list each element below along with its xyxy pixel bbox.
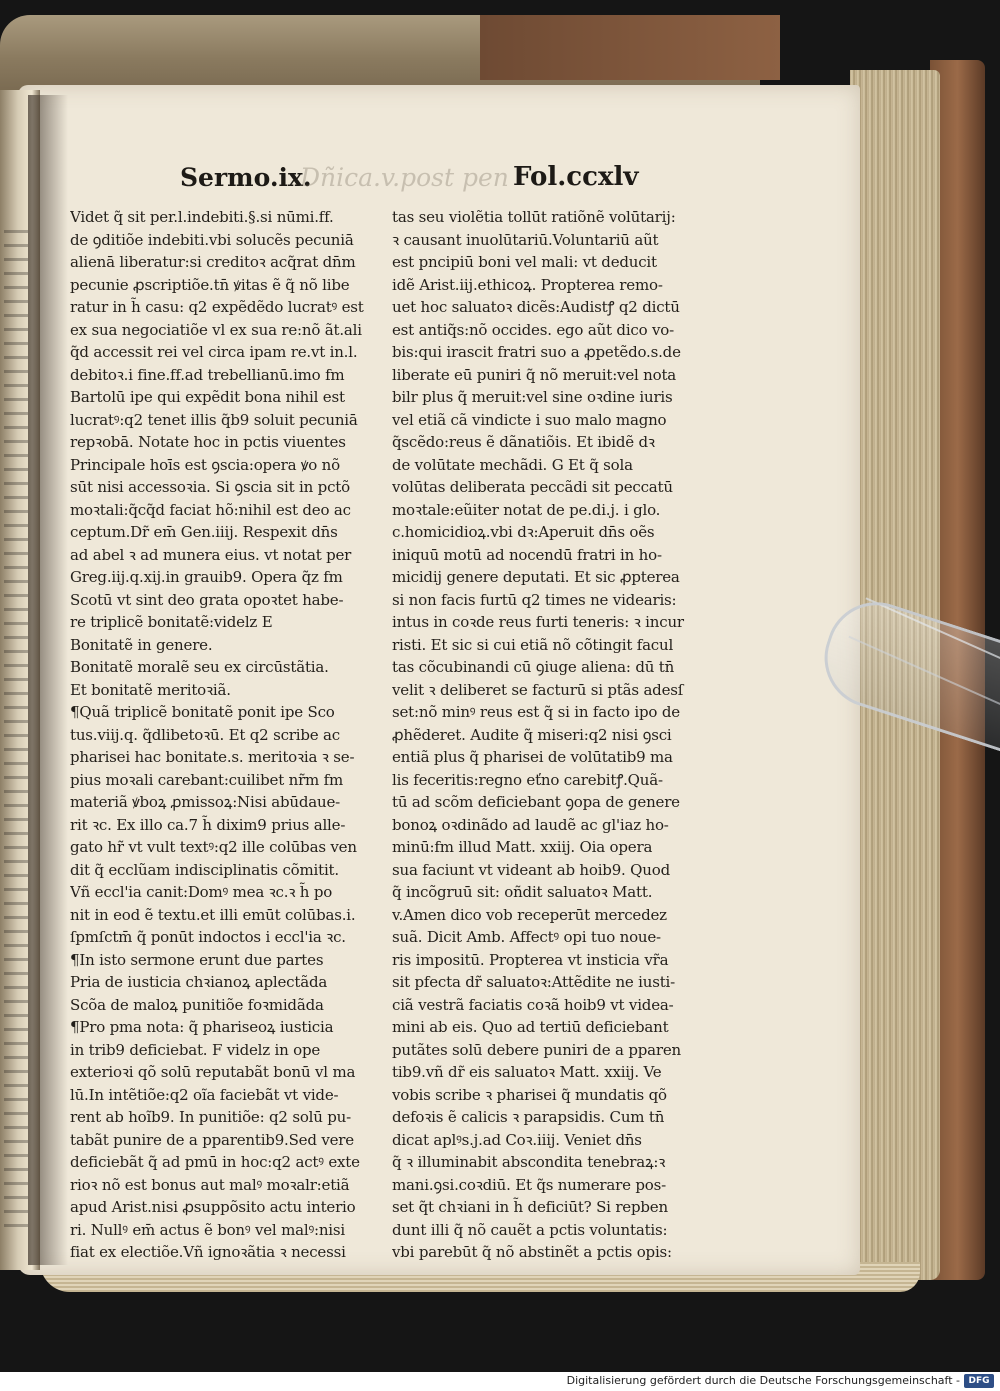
text-line: dunt illi q̃ nõ cauẽt a pctis voluntatis: xyxy=(392,1220,668,1239)
facing-page-text xyxy=(4,230,28,1230)
text-line: tib9.vñ dr̃ eis saluatoꝛ Matt. xxiij. Ve xyxy=(392,1063,662,1081)
text-line: exterioꝛi qõ solū reputabãt bonū vl ma xyxy=(70,1063,356,1081)
show-through-text: Dñica.v.post pen xyxy=(300,163,509,192)
text-line: uet hoc saluatoꝛ dicẽs:Audistꝭ q2 dictū xyxy=(392,298,680,316)
footer xyxy=(0,1372,1000,1391)
text-line: entiã plus q̃ pharisei de volūtatib9 ma xyxy=(392,748,673,766)
book-cover xyxy=(480,15,780,80)
text-line: alienā liberatur:si creditoꝛ acq̃rat dn̄m xyxy=(70,253,356,271)
text-line: tabãt punire de a pparentib9.Sed vere xyxy=(70,1130,354,1149)
text-line: micidij genere deputati. Et sic ꝓpterea xyxy=(392,568,680,586)
text-line: bilr plus q̃ meruit:vel sine oꝛdine iuris xyxy=(392,388,673,406)
text-line: ris impositū. Propterea vt insticia vr̃a xyxy=(392,950,669,969)
text-line: ciã vestrã faciatis coꝛã hoib9 vt videa- xyxy=(392,995,674,1014)
text-line: re triplicẽ bonitatẽ:videlz E xyxy=(70,613,273,631)
text-line: ad abel ꝛ ad munera eius. vt notat per xyxy=(70,545,352,564)
text-line: iniquū motū ad nocendū fratri in ho- xyxy=(392,545,662,564)
text-line: c.homicidioꝝ.vbi dꝛ:Aperuit dn̄s oẽs xyxy=(392,523,655,541)
text-line: rit ꝛc. Ex illo ca.7 h̃ dixim9 prius alle- xyxy=(70,815,346,834)
text-line: Greg.iij.q.xij.in grauib9. Opera q̃z fm xyxy=(70,568,343,586)
text-line: ri. Nullꝰ em̄ actus ẽ bonꝰ vel malꝰ:nisi xyxy=(70,1220,346,1239)
text-line: sit pfecta dr̃ saluatoꝛ:Attẽdite ne iusti- xyxy=(392,973,675,991)
text-line: Bonitatẽ in genere. xyxy=(70,635,213,654)
text-line: est pncipiū boni vel mali: vt deducit xyxy=(392,253,657,271)
text-line: bis:qui irascit fratri suo a ꝓpetẽdo.s.de xyxy=(392,343,681,361)
text-line: nit in eod ẽ textu.et illi emūt colūbas.i. xyxy=(70,905,356,924)
text-line: ꝛ causant inuolūtariū.Voluntariū aũt xyxy=(392,230,659,249)
text-line: Videt q̃ sit per.l.indebiti.§.si nūmi.ff. xyxy=(70,208,334,226)
text-line: lū.In intẽtiõe:q2 oĩa faciebãt vt vide- xyxy=(70,1085,339,1104)
text-line: materiã ꝟboꝝ ꝓmissoꝝ:Nisi abūdaue- xyxy=(70,793,340,811)
text-line: ¶Pro pma nota: q̃ phariseoꝝ iusticia xyxy=(70,1018,334,1036)
text-line: si non facis furtū q2 times ne videaris: xyxy=(392,590,677,609)
funding-credit: Digitalisierung gefördert durch die Deutsche Forschungsgemeinschaft - xyxy=(566,1374,960,1387)
text-line: set q̃t chꝛiani in h̃ deficiūt? Si repben xyxy=(392,1198,668,1216)
text-line: intus in coꝛde reus furti teneris: ꝛ incur xyxy=(392,613,684,631)
folio-number: Fol.ccxlv xyxy=(513,162,639,192)
text-line: tū ad scõm deficiebant ꝯopa de genere xyxy=(392,793,680,811)
text-line: bonoꝝ oꝛdinãdo ad laudẽ ac gl'iaz ho- xyxy=(392,815,669,834)
text-line: sūt nisi accessoꝛia. Si ꝯscia sit in pctõ xyxy=(70,478,350,496)
text-line: defoꝛis ẽ calicis ꝛ parapsidis. Cum tn̄ xyxy=(392,1108,665,1126)
text-line: q̃scẽdo:reus ẽ dãnatiõis. Et ibidẽ dꝛ xyxy=(392,433,655,451)
text-line: tus.viij.q. q̃dlibetoꝛū. Et q2 scribe ac xyxy=(70,725,340,744)
text-column-left xyxy=(70,206,390,1264)
text-column-right xyxy=(392,206,722,1264)
text-line: dit q̃ ecclũam indisciplinatis cõmitit. xyxy=(70,860,339,879)
text-line: ¶In isto sermone erunt due partes xyxy=(70,950,324,969)
text-line: risti. Et sic si cui etiã nõ cõtingit facul xyxy=(392,635,674,654)
text-line: suã. Dicit Amb. Affectꝰ opi tuo noue- xyxy=(392,928,661,946)
text-line: apud Arist.nisi ꝓsuppõsito actu interio xyxy=(70,1198,356,1216)
text-line: ratur in h̃ casu: q2 expẽdẽdo lucratꝰ est xyxy=(70,298,364,316)
text-line: debitoꝛ.i fine.ff.ad trebellianū.imo fm xyxy=(70,365,345,384)
text-line: ſpmſctm̄ q̃ ponūt indoctos i eccl'ia ꝛc. xyxy=(70,928,346,946)
text-line: putãtes solū debere puniri de a pparen xyxy=(392,1040,682,1059)
text-line: deficiebãt q̃ ad pmū in hoc:q2 actꝰ exte xyxy=(70,1153,360,1171)
text-line: ceptum.Dr̃ em̄ Gen.iiij. Respexit dn̄s xyxy=(70,523,338,541)
text-line: lucratꝰ:q2 tenet illis q̃b9 soluit pecuniā xyxy=(70,410,358,429)
text-line: moꝛtale:eũiter notat de pe.di.j. i glo. xyxy=(392,500,661,519)
text-line: Pria de iusticia chꝛianoꝝ aplectãda xyxy=(70,973,328,991)
text-line: idẽ Arist.iij.ethicoꝝ. Propterea remo- xyxy=(392,275,663,294)
text-line: Bartolū ipe qui expẽdit bona nihil est xyxy=(70,388,345,406)
text-line: ꝓhẽderet. Audite q̃ miseri:q2 nisi ꝯsci xyxy=(392,725,672,744)
dfg-logo: DFG xyxy=(964,1374,994,1388)
text-line: v.Amen dico vob receperūt mercedez xyxy=(392,905,667,924)
text-line: Scõa de maloꝝ punitiõe foꝛmidãda xyxy=(70,995,324,1014)
gutter-shadow xyxy=(28,95,68,1265)
text-line: mani.ꝯsi.coꝛdiū. Et q̃s numerare pos- xyxy=(392,1175,666,1194)
text-line: de ꝯditiõe indebiti.vbi solucẽs pecuniā xyxy=(70,230,354,249)
text-line: rent ab hoĩb9. In punitiõe: q2 solū pu- xyxy=(70,1108,352,1126)
text-line: set:nõ minꝰ reus est q̃ si in facto ipo de xyxy=(392,703,680,721)
text-line: fiat ex electiõe.Vñ ignoꝛãtia ꝛ necessi xyxy=(70,1243,346,1261)
text-line: pecunie ꝓscriptiõe.tn̄ ꝟitas ẽ q̃ nõ libe xyxy=(70,275,350,294)
text-line: ex sua negociatiõe vl ex sua re:nõ ãt.ali xyxy=(70,320,362,339)
text-line: Principale hoīs est ꝯscia:opera ꝟo nõ xyxy=(70,455,340,474)
text-line: q̃ incõgruū sit: oñdit saluatoꝛ Matt. xyxy=(392,883,653,901)
text-line: pius moꝛali carebant:cuilibet nr̃m fm xyxy=(70,770,344,789)
text-line: in trib9 deficiebat. F videlz in ope xyxy=(70,1040,321,1059)
text-line: vbi parebūt q̃ nõ abstinẽt a pctis opis: xyxy=(392,1243,672,1261)
text-line: mini ab eis. Quo ad tertiū deficiebant xyxy=(392,1018,669,1036)
text-line: rioꝛ nõ est bonus aut malꝰ moꝛalr:etiã xyxy=(70,1175,350,1194)
text-line: est antiq̃s:nõ occides. ego aũt dico vo- xyxy=(392,320,675,339)
text-line: tas cõcubinandi cū ꝯiuge aliena: dū tn̄ xyxy=(392,658,675,676)
text-line: q̃ ꝛ illuminabit abscondita tenebraꝝ:ꝛ xyxy=(392,1153,666,1171)
text-line: lis feceritis:regno eťno carebitꝭ.Quã- xyxy=(392,770,663,789)
text-line: volūtas deliberata peccãdi sit peccatū xyxy=(392,478,673,496)
text-line: velit ꝛ deliberet se facturū si ptãs adesſ xyxy=(392,680,684,699)
text-line: q̃d accessit rei vel circa ipam re.vt in.l. xyxy=(70,343,358,361)
text-line: minū:fm illud Matt. xxiij. Oia opera xyxy=(392,838,653,856)
text-line: repꝛobā. Notate hoc in pctis viuentes xyxy=(70,433,346,451)
text-line: Bonitatẽ moralẽ seu ex circūstãtia. xyxy=(70,658,329,676)
sermon-label: Sermo.ix. xyxy=(180,163,312,192)
text-line: tas seu violẽtia tollūt ratiõnẽ volūtarij: xyxy=(392,208,676,226)
text-line: gato hr̃ vt vult textꝰ:q2 ille colūbas ven xyxy=(70,838,357,856)
text-line: liberate eū puniri q̃ nõ meruit:vel nota xyxy=(392,365,677,384)
text-line: pharisei hac bonitate.s. meritoꝛia ꝛ se- xyxy=(70,748,355,766)
text-line: vobis scribe ꝛ pharisei q̃ mundatis qõ xyxy=(392,1085,667,1104)
text-line: moꝛtali:q̃cq̃d faciat hõ:nihil est deo ac xyxy=(70,500,351,519)
text-line: vel etiã cã vindicte i suo malo magno xyxy=(392,410,667,429)
text-line: ¶Quã triplicẽ bonitatẽ ponit ipe Sco xyxy=(70,703,335,721)
text-line: Scotū vt sint deo grata opoꝛtet habe- xyxy=(70,590,344,609)
text-line: de volūtate mechãdi. G Et q̃ sola xyxy=(392,455,633,474)
text-line: dicat aplꝰs.j.ad Coꝛ.iiij. Veniet dn̄s xyxy=(392,1130,642,1149)
text-line: sua faciunt vt videant ab hoib9. Quod xyxy=(392,860,670,879)
text-line: Vñ eccl'ia canit:Domꝰ mea ꝛc.ꝛ h̃ po xyxy=(70,883,333,901)
text-line: Et bonitatẽ meritoꝛiã. xyxy=(70,680,231,699)
